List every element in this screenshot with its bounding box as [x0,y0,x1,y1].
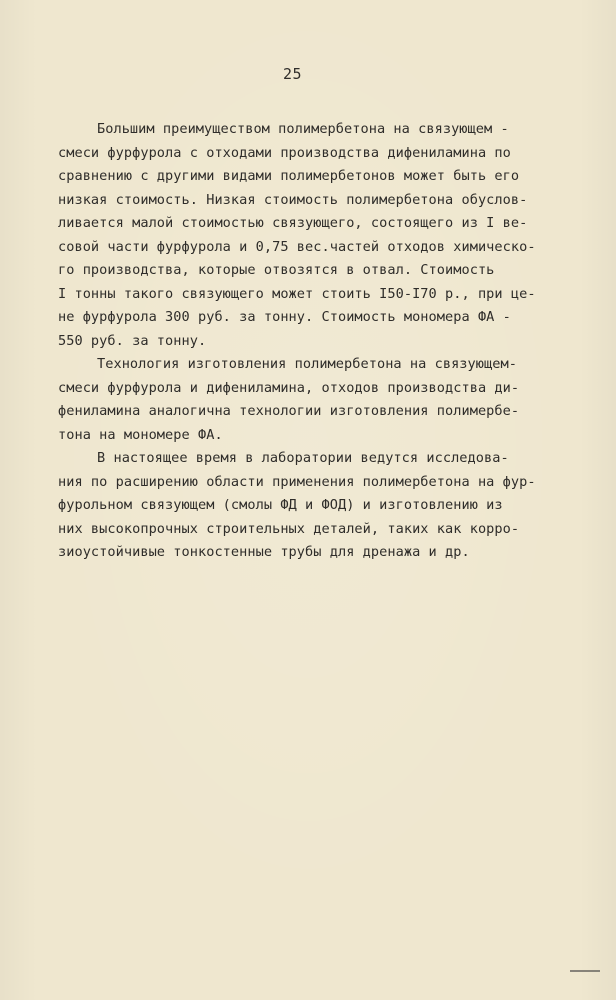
text-line-3: сравнению с другими видами полимербетонов может быть его [58,168,520,184]
page-number: 25 [283,65,303,83]
body-text [58,118,566,565]
text-line-12: смеси фурфурола и дифениламина, отходов производства ди- [58,379,520,396]
text-line-5: ливается малой стоимостью связующего, состоящего из I ве- [58,215,528,231]
text-line-7: го производства, которые отвозятся в отвал. Стоимость [58,262,495,278]
text-line-10: 550 руб. за тонну. [58,332,207,349]
text-line-14: тона на мономере ФА. [58,426,223,443]
text-line-18: них высокопрочных строительных деталей, таких как корро- [58,520,520,537]
text-line-15: В настоящее время в лаборатории ведутся исследова- [97,450,509,466]
text-line-8: I тонны такого связующего может стоить I50-I70 р., при це- [58,285,536,302]
text-line-13: фениламина аналогична технологии изготовления полимербе- [58,403,520,419]
text-line-11: Технология изготовления полимербетона на связующем- [97,356,517,372]
text-line-1: Большим преимуществом полимербетона на связующем - [97,121,509,137]
text-line-4: низкая стоимость. Низкая стоимость полимербетона обуслов- [58,191,528,208]
text-line-6: совой части фурфурола и 0,75 вес.частей отходов химическо- [58,238,536,255]
text-line-9: не фурфурола 300 руб. за тонну. Стоимость мономера ФА - [58,309,511,325]
text-line-16: ния по расширению области применения полимербетона на фур- [58,473,536,490]
page-edge-mark [570,970,600,972]
text-line-19: зиоустойчивые тонкостенные трубы для дренажа и др. [58,544,470,560]
text-line-17: фурольном связующем (смолы ФД и ФОД) и изготовлению из [58,497,503,513]
text-line-2: смеси фурфурола с отходами производства дифениламина по [58,144,511,161]
